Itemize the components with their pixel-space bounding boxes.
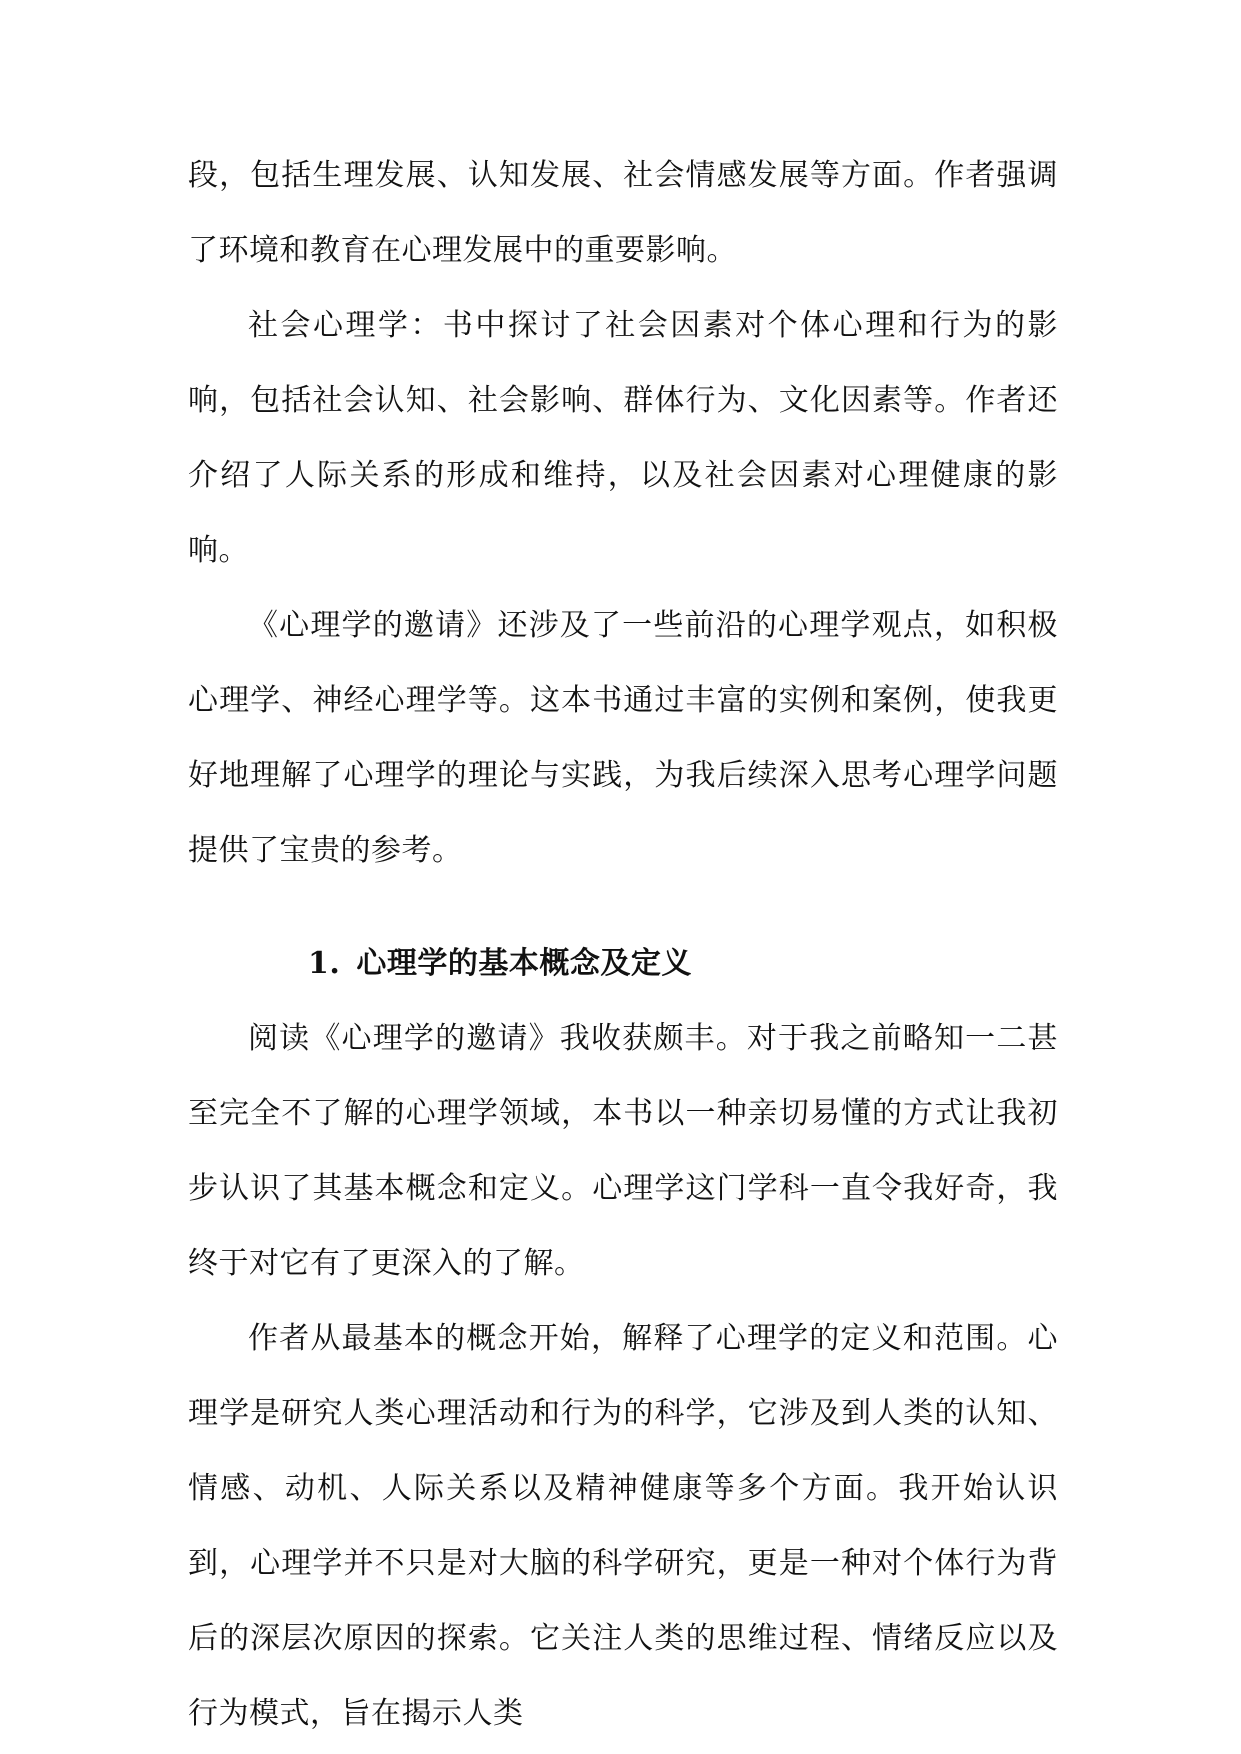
paragraph-continued: 段，包括生理发展、认知发展、社会情感发展等方面。作者强调了环境和教育在心理发展中的重要影响。 [188, 158, 1058, 268]
section-title: 心理学的基本概念及定义 [356, 946, 692, 981]
section-heading [188, 888, 1058, 1001]
paragraph-social-psychology: 社会心理学：书中探讨了社会因素对个体心理和行为的影响，包括社会认知、社会影响、群体行为、文化因素等。作者还介绍了人际关系的形成和维持，以及社会因素对心理健康的影响。 [188, 308, 1058, 568]
paragraph-definition-scope: 作者从最基本的概念开始，解释了心理学的定义和范围。心理学是研究人类心理活动和行为的科学，它涉及到人类的认知、情感、动机、人际关系以及精神健康等多个方面。我开始认识到，心理学并不只是对大脑的科学研究，更是一种对个体行为背后的深层次原因的探索。它关注人类的思维过程、情绪反应以及行为模式，旨在揭示人类 [188, 1321, 1058, 1731]
page-body [188, 138, 1058, 1751]
section-number: 1. [308, 946, 341, 981]
paragraph-reading-gains: 阅读《心理学的邀请》我收获颇丰。对于我之前略知一二甚至完全不了解的心理学领域，本书以一种亲切易懂的方式让我初步认识了其基本概念和定义。心理学这门学科一直令我好奇，我终于对它有了更深入的了解。 [188, 1021, 1058, 1281]
paragraph-frontier-views: 《心理学的邀请》还涉及了一些前沿的心理学观点，如积极心理学、神经心理学等。这本书通过丰富的实例和案例，使我更好地理解了心理学的理论与实践，为我后续深入思考心理学问题提供了宝贵的参考。 [188, 608, 1058, 868]
